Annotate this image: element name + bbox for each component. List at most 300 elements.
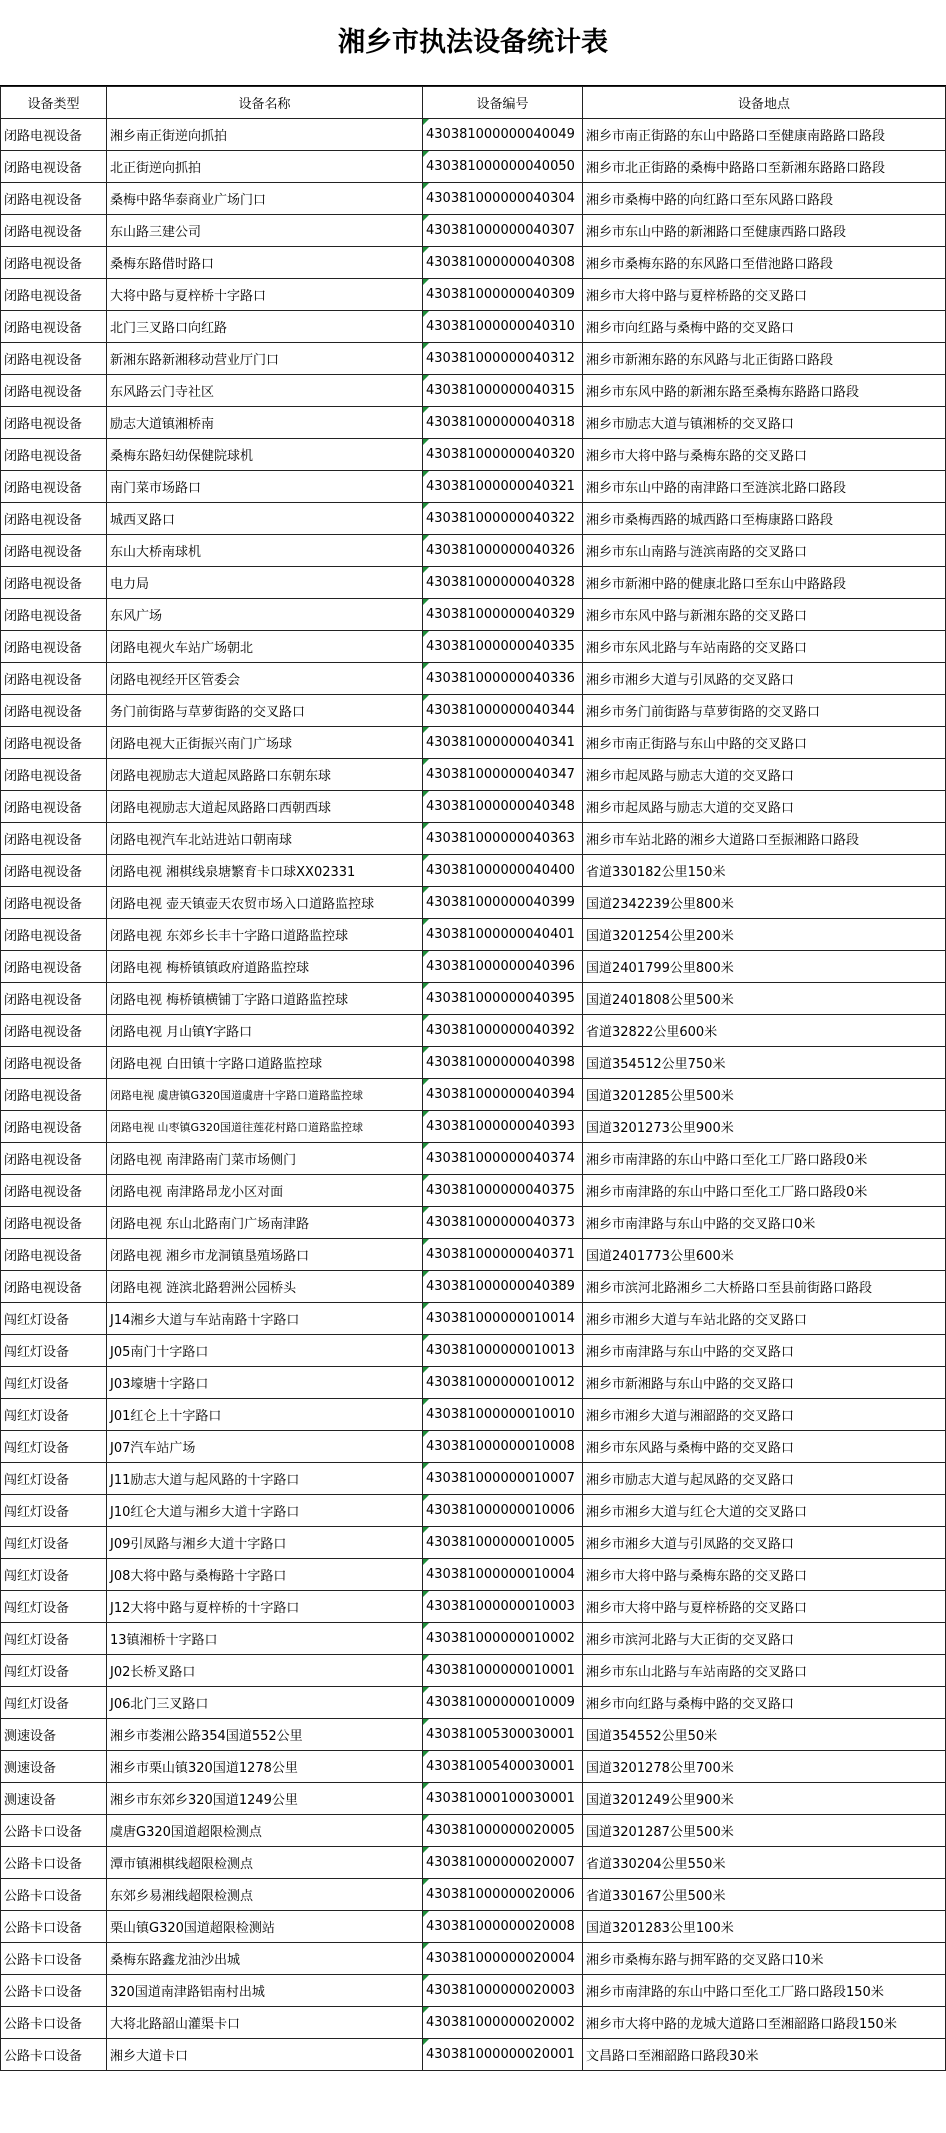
cell-device-name: 闭路电视 东山北路南门广场南津路	[107, 1207, 423, 1239]
cell-device-name: 北门三叉路口向红路	[107, 311, 423, 343]
cell-device-location: 湘乡市湘乡大道与红仑大道的交叉路口	[583, 1495, 946, 1527]
cell-device-location: 国道354512公里750米	[583, 1047, 946, 1079]
cell-device-code: 430381000000040347	[423, 759, 583, 791]
cell-device-location: 湘乡市励志大道与起凤路的交叉路口	[583, 1463, 946, 1495]
cell-device-code: 430381000000040315	[423, 375, 583, 407]
cell-device-code: 430381000000010005	[423, 1527, 583, 1559]
cell-device-code: 430381000000040328	[423, 567, 583, 599]
cell-device-name: 闭路电视 月山镇Y字路口	[107, 1015, 423, 1047]
table-row	[1, 343, 946, 375]
cell-device-location: 湘乡市南津路与东山中路的交叉路口	[583, 1335, 946, 1367]
cell-device-type: 闭路电视设备	[1, 375, 107, 407]
cell-device-name: 闭路电视 东郊乡长丰十字路口道路监控球	[107, 919, 423, 951]
cell-device-name: 桑梅东路鑫龙油沙出城	[107, 1943, 423, 1975]
cell-device-location: 湘乡市东风路与桑梅中路的交叉路口	[583, 1431, 946, 1463]
cell-device-type: 公路卡口设备	[1, 1847, 107, 1879]
cell-device-name: 励志大道镇湘桥南	[107, 407, 423, 439]
cell-device-code: 430381000000040392	[423, 1015, 583, 1047]
cell-device-type: 闭路电视设备	[1, 759, 107, 791]
table-row	[1, 1847, 946, 1879]
cell-device-code: 430381000000020008	[423, 1911, 583, 1943]
cell-device-code: 430381000000040396	[423, 951, 583, 983]
cell-device-location: 国道2401799公里800米	[583, 951, 946, 983]
cell-device-name: 闭路电视 南津路南门菜市场侧门	[107, 1143, 423, 1175]
cell-device-code: 430381000000040344	[423, 695, 583, 727]
table-row	[1, 887, 946, 919]
cell-device-name: 闭路电视火车站广场朝北	[107, 631, 423, 663]
cell-device-code: 430381000000040320	[423, 439, 583, 471]
cell-device-code: 430381000000010003	[423, 1591, 583, 1623]
cell-device-code: 430381000000010013	[423, 1335, 583, 1367]
table-row	[1, 823, 946, 855]
cell-device-name: 栗山镇G320国道超限检测站	[107, 1911, 423, 1943]
cell-device-name: 湘乡南正街逆向抓拍	[107, 119, 423, 151]
cell-device-name: 新湘东路新湘移动营业厅门口	[107, 343, 423, 375]
cell-device-location: 湘乡市务门前街路与草萝街路的交叉路口	[583, 695, 946, 727]
cell-device-code: 430381000000040049	[423, 119, 583, 151]
cell-device-type: 闭路电视设备	[1, 695, 107, 727]
cell-device-location: 国道2342239公里800米	[583, 887, 946, 919]
cell-device-type: 闭路电视设备	[1, 567, 107, 599]
cell-device-code: 430381000000040312	[423, 343, 583, 375]
cell-device-name: 闭路电视汽车北站进站口朝南球	[107, 823, 423, 855]
table-row	[1, 279, 946, 311]
table-row	[1, 1111, 946, 1143]
cell-device-code: 430381000000020006	[423, 1879, 583, 1911]
cell-device-type: 闭路电视设备	[1, 663, 107, 695]
cell-device-type: 闯红灯设备	[1, 1463, 107, 1495]
cell-device-code: 430381000000020004	[423, 1943, 583, 1975]
table-row	[1, 1015, 946, 1047]
cell-device-code: 430381000000020001	[423, 2039, 583, 2071]
page-title: 湘乡市执法设备统计表	[0, 0, 946, 86]
table-row	[1, 2039, 946, 2071]
table-row	[1, 663, 946, 695]
cell-device-location: 国道3201287公里500米	[583, 1815, 946, 1847]
cell-device-type: 闭路电视设备	[1, 183, 107, 215]
cell-device-code: 430381000000020007	[423, 1847, 583, 1879]
cell-device-code: 430381000000040400	[423, 855, 583, 887]
cell-device-type: 测速设备	[1, 1783, 107, 1815]
cell-device-name: J08大将中路与桑梅路十字路口	[107, 1559, 423, 1591]
table-row	[1, 247, 946, 279]
cell-device-name: 大将北路韶山灌渠卡口	[107, 2007, 423, 2039]
cell-device-type: 闭路电视设备	[1, 791, 107, 823]
cell-device-name: 务门前街路与草萝街路的交叉路口	[107, 695, 423, 727]
cell-device-name: 13镇湘桥十字路口	[107, 1623, 423, 1655]
cell-device-code: 430381000000040371	[423, 1239, 583, 1271]
cell-device-type: 闯红灯设备	[1, 1335, 107, 1367]
cell-device-name: 湘乡大道卡口	[107, 2039, 423, 2071]
cell-device-name: 电力局	[107, 567, 423, 599]
cell-device-name: J06北门三叉路口	[107, 1687, 423, 1719]
cell-device-type: 闯红灯设备	[1, 1431, 107, 1463]
cell-device-code: 430381000000010009	[423, 1687, 583, 1719]
cell-device-name: 闭路电视大正街振兴南门广场球	[107, 727, 423, 759]
cell-device-name: J12大将中路与夏梓桥的十字路口	[107, 1591, 423, 1623]
cell-device-type: 闭路电视设备	[1, 1015, 107, 1047]
cell-device-location: 湘乡市大将中路的龙城大道路口至湘韶路口路段150米	[583, 2007, 946, 2039]
cell-device-location: 湘乡市桑梅西路的城西路口至梅康路口路段	[583, 503, 946, 535]
cell-device-type: 闭路电视设备	[1, 119, 107, 151]
cell-device-code: 430381000000040326	[423, 535, 583, 567]
table-row	[1, 983, 946, 1015]
cell-device-code: 430381000000040375	[423, 1175, 583, 1207]
cell-device-name: 闭路电视 湘乡市龙洞镇垦殖场路口	[107, 1239, 423, 1271]
table-row	[1, 919, 946, 951]
cell-device-name: 虞唐G320国道超限检测点	[107, 1815, 423, 1847]
table-row	[1, 599, 946, 631]
table-row	[1, 951, 946, 983]
cell-device-location: 湘乡市南津路的东山中路口至化工厂路口路段0米	[583, 1175, 946, 1207]
cell-device-location: 湘乡市东山北路与车站南路的交叉路口	[583, 1655, 946, 1687]
cell-device-location: 湘乡市北正街路的桑梅中路路口至新湘东路路口路段	[583, 151, 946, 183]
cell-device-name: 闭路电视 山枣镇G320国道往莲花村路口道路监控球	[107, 1111, 423, 1143]
table-row	[1, 183, 946, 215]
cell-device-location: 湘乡市大将中路与桑梅东路的交叉路口	[583, 1559, 946, 1591]
cell-device-type: 闭路电视设备	[1, 887, 107, 919]
cell-device-location: 国道354552公里50米	[583, 1719, 946, 1751]
cell-device-location: 湘乡市湘乡大道与车站北路的交叉路口	[583, 1303, 946, 1335]
cell-device-type: 闭路电视设备	[1, 951, 107, 983]
table-row	[1, 1783, 946, 1815]
cell-device-type: 测速设备	[1, 1719, 107, 1751]
cell-device-name: 东风路云门寺社区	[107, 375, 423, 407]
cell-device-type: 闭路电视设备	[1, 1207, 107, 1239]
cell-device-code: 430381005400030001	[423, 1751, 583, 1783]
cell-device-location: 湘乡市桑梅东路的东风路口至借池路口路段	[583, 247, 946, 279]
cell-device-location: 湘乡市车站北路的湘乡大道路口至振湘路口路段	[583, 823, 946, 855]
table-row	[1, 1527, 946, 1559]
cell-device-name: 桑梅东路借时路口	[107, 247, 423, 279]
cell-device-name: 南门菜市场路口	[107, 471, 423, 503]
cell-device-location: 文昌路口至湘韶路口路段30米	[583, 2039, 946, 2071]
table-row	[1, 1719, 946, 1751]
cell-device-type: 闭路电视设备	[1, 503, 107, 535]
cell-device-type: 闯红灯设备	[1, 1399, 107, 1431]
cell-device-type: 公路卡口设备	[1, 2007, 107, 2039]
cell-device-location: 湘乡市南正街路与东山中路的交叉路口	[583, 727, 946, 759]
cell-device-code: 430381000000010012	[423, 1367, 583, 1399]
table-row	[1, 439, 946, 471]
cell-device-location: 国道3201278公里700米	[583, 1751, 946, 1783]
cell-device-code: 430381000000040395	[423, 983, 583, 1015]
table-body	[1, 119, 946, 2071]
cell-device-type: 闭路电视设备	[1, 727, 107, 759]
cell-device-code: 430381000000040335	[423, 631, 583, 663]
cell-device-location: 湘乡市桑梅中路的向红路口至东风路口路段	[583, 183, 946, 215]
table-row	[1, 1559, 946, 1591]
cell-device-code: 430381000000020002	[423, 2007, 583, 2039]
cell-device-name: 桑梅中路华泰商业广场门口	[107, 183, 423, 215]
header-device-name: 设备名称	[107, 87, 423, 119]
cell-device-location: 湘乡市大将中路与夏梓桥路的交叉路口	[583, 1591, 946, 1623]
cell-device-type: 公路卡口设备	[1, 1815, 107, 1847]
cell-device-name: 闭路电视 南津路昂龙小区对面	[107, 1175, 423, 1207]
cell-device-name: 320国道南津路铝南村出城	[107, 1975, 423, 2007]
table-row	[1, 1623, 946, 1655]
table-row	[1, 1655, 946, 1687]
cell-device-name: 闭路电视 梅桥镇横铺丁字路口道路监控球	[107, 983, 423, 1015]
cell-device-code: 430381000000040318	[423, 407, 583, 439]
cell-device-location: 湘乡市南正街路的东山中路路口至健康南路路口路段	[583, 119, 946, 151]
cell-device-type: 闯红灯设备	[1, 1655, 107, 1687]
cell-device-code: 430381000000040401	[423, 919, 583, 951]
cell-device-type: 闯红灯设备	[1, 1303, 107, 1335]
cell-device-code: 430381000000010008	[423, 1431, 583, 1463]
cell-device-type: 闭路电视设备	[1, 471, 107, 503]
cell-device-type: 闭路电视设备	[1, 1047, 107, 1079]
cell-device-location: 湘乡市湘乡大道与引凤路的交叉路口	[583, 663, 946, 695]
cell-device-code: 430381005300030001	[423, 1719, 583, 1751]
cell-device-type: 闭路电视设备	[1, 151, 107, 183]
cell-device-name: J02长桥叉路口	[107, 1655, 423, 1687]
cell-device-type: 闯红灯设备	[1, 1495, 107, 1527]
table-row	[1, 1047, 946, 1079]
cell-device-location: 湘乡市湘乡大道与湘韶路的交叉路口	[583, 1399, 946, 1431]
table-row	[1, 1079, 946, 1111]
table-row	[1, 1271, 946, 1303]
cell-device-code: 430381000000040348	[423, 791, 583, 823]
cell-device-code: 430381000000040321	[423, 471, 583, 503]
cell-device-code: 430381000000040336	[423, 663, 583, 695]
cell-device-name: 闭路电视 壶天镇壶天农贸市场入口道路监控球	[107, 887, 423, 919]
cell-device-location: 湘乡市东风北路与车站南路的交叉路口	[583, 631, 946, 663]
cell-device-location: 湘乡市东山中路的南津路口至涟滨北路口路段	[583, 471, 946, 503]
cell-device-name: 东山路三建公司	[107, 215, 423, 247]
table-row	[1, 1879, 946, 1911]
header-device-code: 设备编号	[423, 87, 583, 119]
table-row	[1, 1463, 946, 1495]
cell-device-name: J09引凤路与湘乡大道十字路口	[107, 1527, 423, 1559]
cell-device-type: 闯红灯设备	[1, 1527, 107, 1559]
cell-device-location: 湘乡市东风中路的新湘东路至桑梅东路路口路段	[583, 375, 946, 407]
cell-device-name: 北正街逆向抓拍	[107, 151, 423, 183]
cell-device-code: 430381000000010007	[423, 1463, 583, 1495]
cell-device-name: 闭路电视 梅桥镇镇政府道路监控球	[107, 951, 423, 983]
cell-device-location: 国道2401773公里600米	[583, 1239, 946, 1271]
table-row	[1, 1367, 946, 1399]
cell-device-code: 430381000000010004	[423, 1559, 583, 1591]
cell-device-location: 湘乡市新湘路与东山中路的交叉路口	[583, 1367, 946, 1399]
cell-device-location: 湘乡市励志大道与镇湘桥的交叉路口	[583, 407, 946, 439]
cell-device-location: 湘乡市起凤路与励志大道的交叉路口	[583, 791, 946, 823]
cell-device-type: 测速设备	[1, 1751, 107, 1783]
cell-device-location: 湘乡市新湘东路的东风路与北正街路口路段	[583, 343, 946, 375]
cell-device-type: 公路卡口设备	[1, 2039, 107, 2071]
cell-device-location: 湘乡市东山中路的新湘路口至健康西路口路段	[583, 215, 946, 247]
table-row	[1, 1943, 946, 1975]
cell-device-code: 430381000000040050	[423, 151, 583, 183]
cell-device-location: 湘乡市南津路的东山中路口至化工厂路口路段150米	[583, 1975, 946, 2007]
cell-device-location: 湘乡市起凤路与励志大道的交叉路口	[583, 759, 946, 791]
cell-device-type: 闯红灯设备	[1, 1367, 107, 1399]
cell-device-type: 闭路电视设备	[1, 279, 107, 311]
table-row	[1, 791, 946, 823]
cell-device-name: 湘乡市娄湘公路354国道552公里	[107, 1719, 423, 1751]
table-row	[1, 1399, 946, 1431]
table-row	[1, 1335, 946, 1367]
cell-device-type: 闭路电视设备	[1, 311, 107, 343]
cell-device-type: 闭路电视设备	[1, 215, 107, 247]
cell-device-code: 430381000000040398	[423, 1047, 583, 1079]
cell-device-type: 闭路电视设备	[1, 1175, 107, 1207]
table-row	[1, 407, 946, 439]
cell-device-code: 430381000000040322	[423, 503, 583, 535]
cell-device-location: 国道2401808公里500米	[583, 983, 946, 1015]
cell-device-name: 东风广场	[107, 599, 423, 631]
cell-device-type: 闯红灯设备	[1, 1591, 107, 1623]
header-device-location: 设备地点	[583, 87, 946, 119]
cell-device-type: 公路卡口设备	[1, 1975, 107, 2007]
cell-device-location: 湘乡市新湘中路的健康北路口至东山中路路段	[583, 567, 946, 599]
cell-device-code: 430381000100030001	[423, 1783, 583, 1815]
table-row	[1, 1815, 946, 1847]
table-row	[1, 1239, 946, 1271]
cell-device-name: 闭路电视 白田镇十字路口道路监控球	[107, 1047, 423, 1079]
cell-device-type: 闭路电视设备	[1, 855, 107, 887]
table-row	[1, 695, 946, 727]
cell-device-name: 东山大桥南球机	[107, 535, 423, 567]
cell-device-location: 湘乡市东山南路与涟滨南路的交叉路口	[583, 535, 946, 567]
cell-device-name: 潭市镇湘棋线超限检测点	[107, 1847, 423, 1879]
header-device-type: 设备类型	[1, 87, 107, 119]
cell-device-code: 430381000000010010	[423, 1399, 583, 1431]
cell-device-name: 东郊乡易湘线超限检测点	[107, 1879, 423, 1911]
cell-device-type: 闭路电视设备	[1, 919, 107, 951]
cell-device-type: 闭路电视设备	[1, 599, 107, 631]
table-row	[1, 759, 946, 791]
cell-device-location: 省道330204公里550米	[583, 1847, 946, 1879]
cell-device-type: 闭路电视设备	[1, 343, 107, 375]
cell-device-type: 闭路电视设备	[1, 407, 107, 439]
cell-device-code: 430381000000010002	[423, 1623, 583, 1655]
cell-device-type: 闭路电视设备	[1, 1271, 107, 1303]
cell-device-name: 湘乡市东郊乡320国道1249公里	[107, 1783, 423, 1815]
cell-device-type: 闭路电视设备	[1, 1111, 107, 1143]
table-row	[1, 471, 946, 503]
cell-device-type: 闯红灯设备	[1, 1687, 107, 1719]
cell-device-code: 430381000000040374	[423, 1143, 583, 1175]
cell-device-name: 闭路电视 虞唐镇G320国道虞唐十字路口道路监控球	[107, 1079, 423, 1111]
cell-device-location: 省道32822公里600米	[583, 1015, 946, 1047]
cell-device-name: J05南门十字路口	[107, 1335, 423, 1367]
table-row	[1, 1975, 946, 2007]
cell-device-type: 闯红灯设备	[1, 1559, 107, 1591]
cell-device-code: 430381000000040304	[423, 183, 583, 215]
table-row	[1, 215, 946, 247]
table-row	[1, 1207, 946, 1239]
cell-device-name: J03壕塘十字路口	[107, 1367, 423, 1399]
cell-device-name: 城西叉路口	[107, 503, 423, 535]
table-row	[1, 1175, 946, 1207]
cell-device-code: 430381000000040389	[423, 1271, 583, 1303]
cell-device-code: 430381000000010014	[423, 1303, 583, 1335]
cell-device-type: 闭路电视设备	[1, 1079, 107, 1111]
cell-device-type: 闭路电视设备	[1, 983, 107, 1015]
cell-device-code: 430381000000010001	[423, 1655, 583, 1687]
cell-device-location: 国道3201285公里500米	[583, 1079, 946, 1111]
cell-device-code: 430381000000040308	[423, 247, 583, 279]
cell-device-name: J07汽车站广场	[107, 1431, 423, 1463]
cell-device-type: 闯红灯设备	[1, 1623, 107, 1655]
cell-device-location: 湘乡市南津路与东山中路的交叉路口0米	[583, 1207, 946, 1239]
table-row	[1, 727, 946, 759]
cell-device-code: 430381000000040373	[423, 1207, 583, 1239]
cell-device-type: 闭路电视设备	[1, 439, 107, 471]
cell-device-type: 公路卡口设备	[1, 1879, 107, 1911]
cell-device-type: 公路卡口设备	[1, 1911, 107, 1943]
cell-device-type: 闭路电视设备	[1, 247, 107, 279]
cell-device-code: 430381000000040329	[423, 599, 583, 631]
cell-device-name: J14湘乡大道与车站南路十字路口	[107, 1303, 423, 1335]
cell-device-name: 闭路电视 湘棋线泉塘繁育卡口球XX02331	[107, 855, 423, 887]
table-row	[1, 1751, 946, 1783]
cell-device-location: 湘乡市大将中路与桑梅东路的交叉路口	[583, 439, 946, 471]
cell-device-name: 闭路电视 涟滨北路碧洲公园桥头	[107, 1271, 423, 1303]
table-row	[1, 631, 946, 663]
cell-device-code: 430381000000040394	[423, 1079, 583, 1111]
table-row	[1, 567, 946, 599]
cell-device-location: 国道3201273公里900米	[583, 1111, 946, 1143]
cell-device-name: 大将中路与夏梓桥十字路口	[107, 279, 423, 311]
cell-device-name: J11励志大道与起风路的十字路口	[107, 1463, 423, 1495]
cell-device-code: 430381000000010006	[423, 1495, 583, 1527]
cell-device-code: 430381000000040309	[423, 279, 583, 311]
cell-device-type: 公路卡口设备	[1, 1943, 107, 1975]
cell-device-location: 湘乡市大将中路与夏梓桥路的交叉路口	[583, 279, 946, 311]
table-row	[1, 1687, 946, 1719]
cell-device-location: 湘乡市东风中路与新湘东路的交叉路口	[583, 599, 946, 631]
cell-device-name: 桑梅东路妇幼保健院球机	[107, 439, 423, 471]
cell-device-location: 湘乡市桑梅东路与拥军路的交叉路口10米	[583, 1943, 946, 1975]
cell-device-name: 闭路电视经开区管委会	[107, 663, 423, 695]
cell-device-location: 国道3201249公里900米	[583, 1783, 946, 1815]
table-row	[1, 375, 946, 407]
cell-device-code: 430381000000020003	[423, 1975, 583, 2007]
table-row	[1, 311, 946, 343]
cell-device-name: 闭路电视励志大道起凤路路口东朝东球	[107, 759, 423, 791]
table-row	[1, 535, 946, 567]
cell-device-location: 国道3201254公里200米	[583, 919, 946, 951]
cell-device-code: 430381000000040307	[423, 215, 583, 247]
table-row	[1, 1911, 946, 1943]
cell-device-type: 闭路电视设备	[1, 1143, 107, 1175]
cell-device-type: 闭路电视设备	[1, 631, 107, 663]
cell-device-name: 闭路电视励志大道起凤路路口西朝西球	[107, 791, 423, 823]
cell-device-name: J01红仑上十字路口	[107, 1399, 423, 1431]
table-row	[1, 1591, 946, 1623]
table-row	[1, 503, 946, 535]
table-row	[1, 2007, 946, 2039]
cell-device-location: 湘乡市向红路与桑梅中路的交叉路口	[583, 1687, 946, 1719]
table-row	[1, 1495, 946, 1527]
cell-device-location: 省道330167公里500米	[583, 1879, 946, 1911]
cell-device-code: 430381000000040310	[423, 311, 583, 343]
cell-device-location: 湘乡市向红路与桑梅中路的交叉路口	[583, 311, 946, 343]
table-row	[1, 1303, 946, 1335]
cell-device-name: 湘乡市栗山镇320国道1278公里	[107, 1751, 423, 1783]
table-row	[1, 855, 946, 887]
cell-device-location: 湘乡市湘乡大道与引凤路的交叉路口	[583, 1527, 946, 1559]
cell-device-code: 430381000000040341	[423, 727, 583, 759]
cell-device-code: 430381000000020005	[423, 1815, 583, 1847]
cell-device-code: 430381000000040393	[423, 1111, 583, 1143]
cell-device-name: J10红仑大道与湘乡大道十字路口	[107, 1495, 423, 1527]
cell-device-code: 430381000000040363	[423, 823, 583, 855]
table-row	[1, 151, 946, 183]
cell-device-type: 闭路电视设备	[1, 1239, 107, 1271]
